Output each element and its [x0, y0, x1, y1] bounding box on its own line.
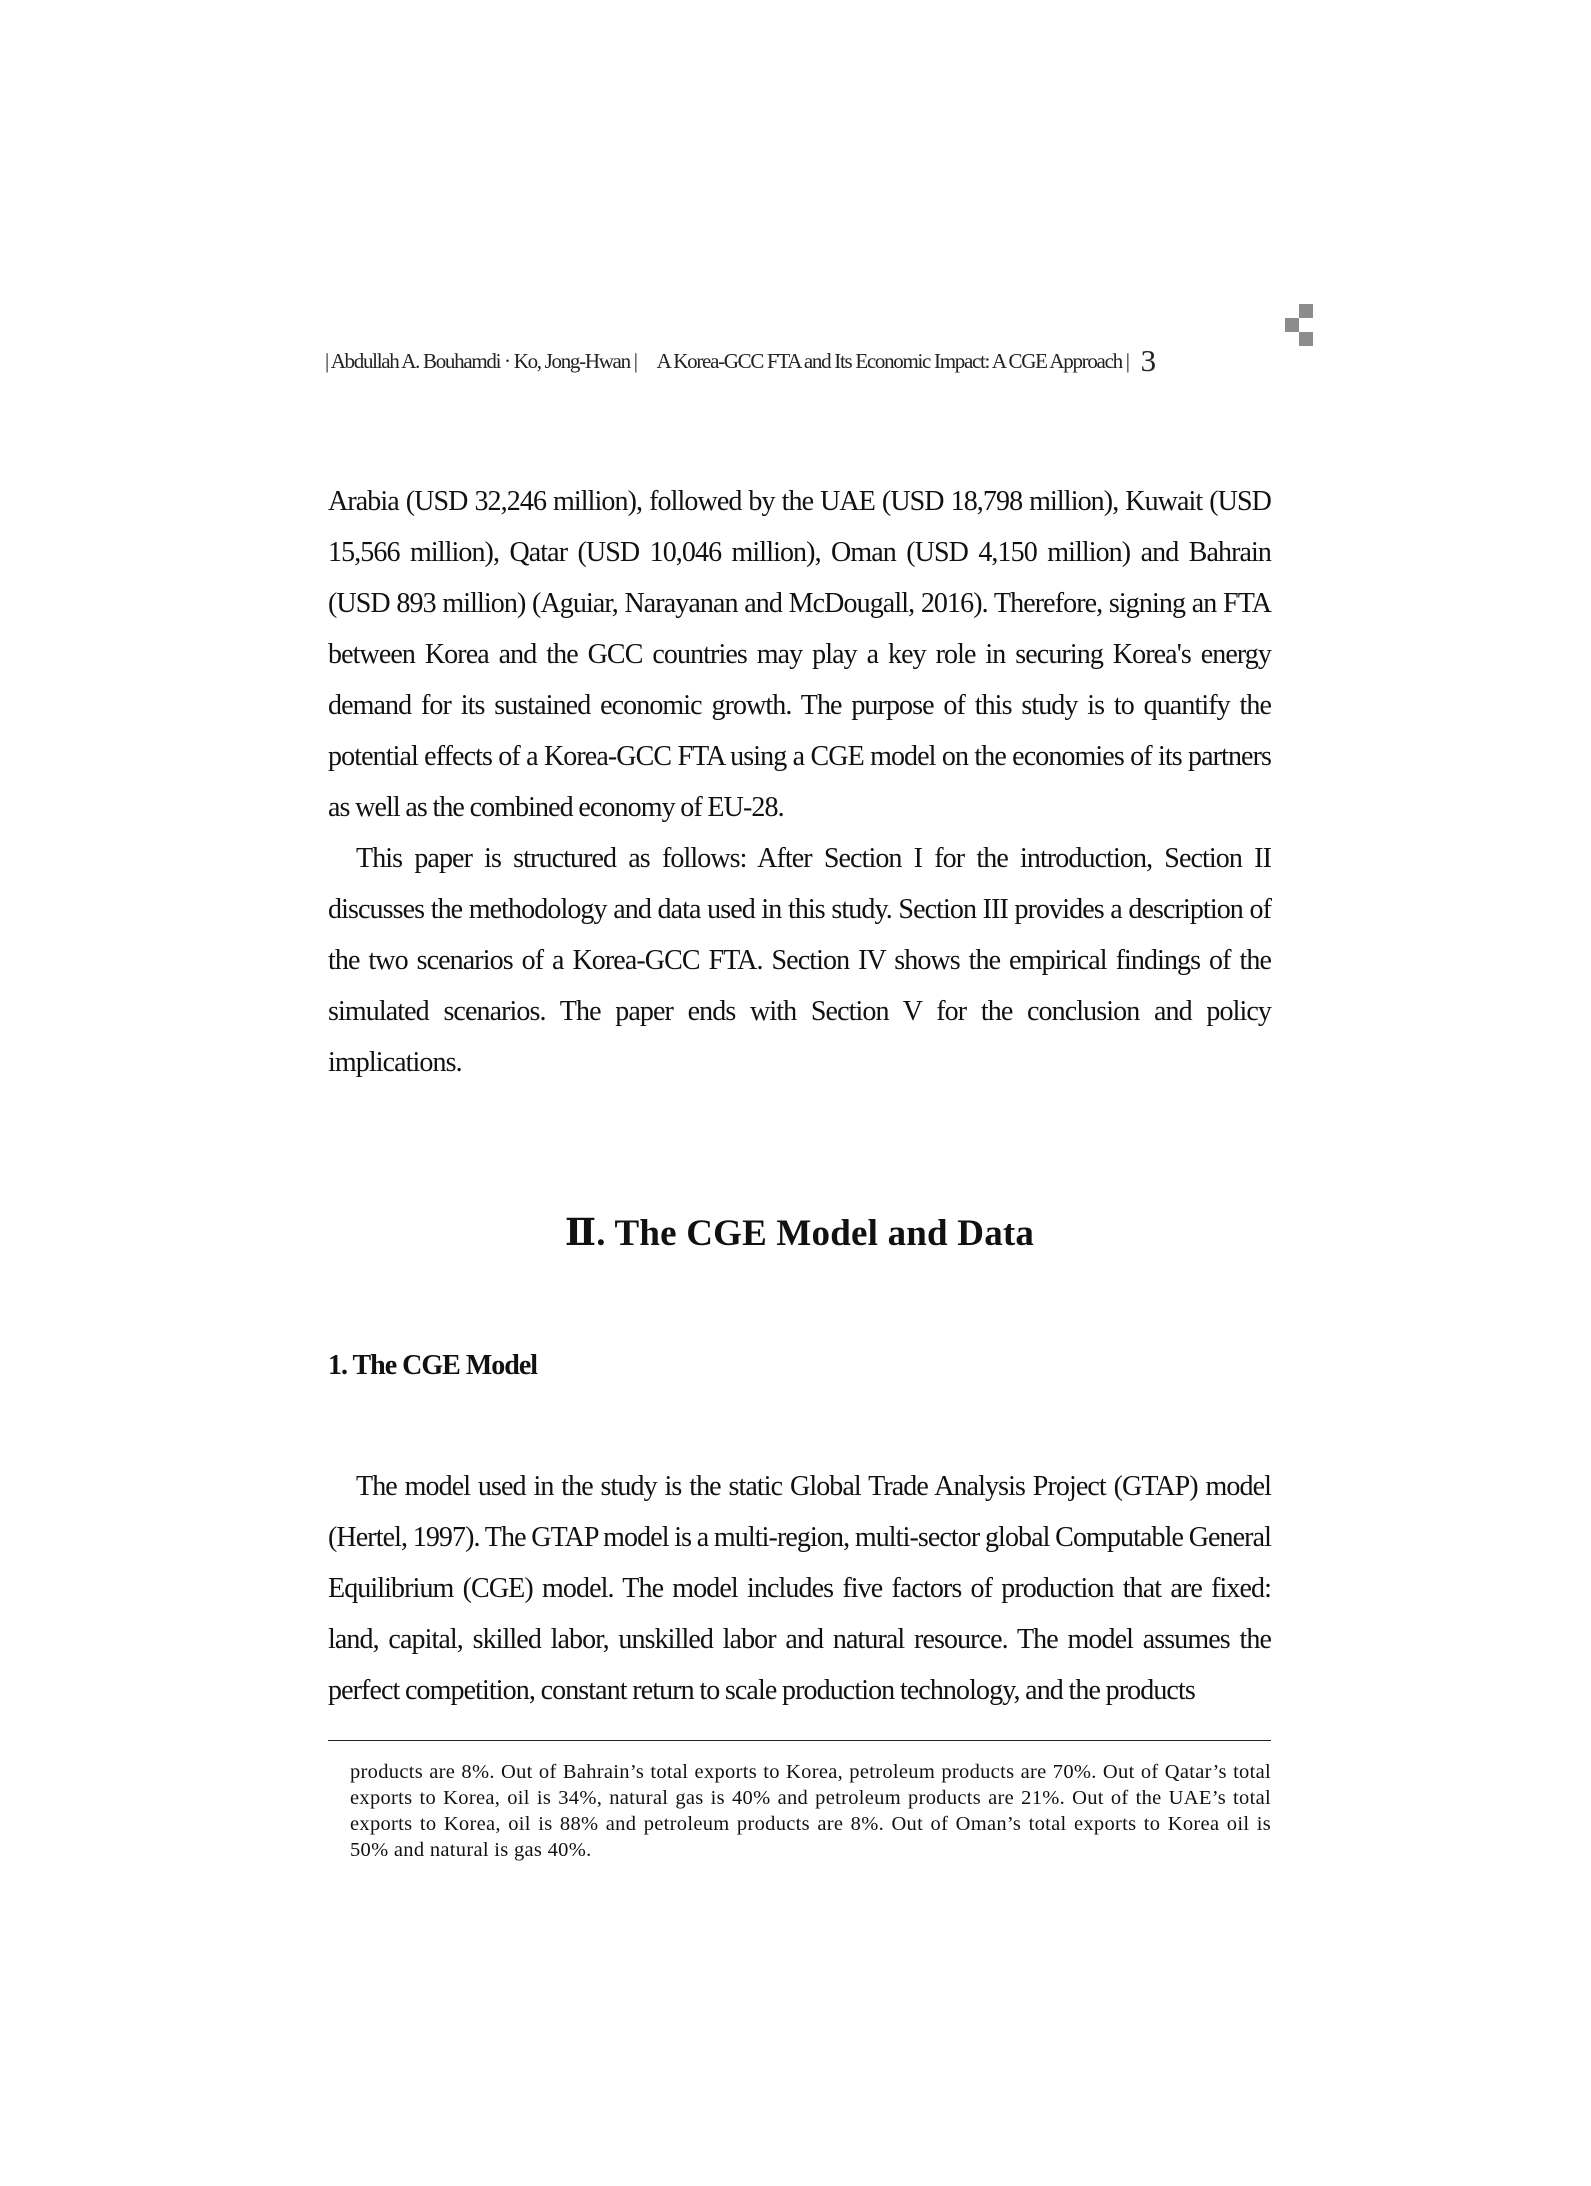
intro-paragraph-1: Arabia (USD 32,246 million), followed by the UAE (USD 18,798 million), Kuwait (USD 15,566 million), Qatar (USD 10,046 million), Oman (USD 4,150 million) and Bahrain (USD 893 million) (Aguiar, Narayanan and McDougall, 2016). Therefore, signing an FTA between Korea and the GCC countries may play a key role in securing Korea's energy demand for its sustained economic growth. The purpose of this study is to quantify the potential effects of a Korea-GCC FTA using a CGE model on the economies of its partners as well as the combined economy of EU-28.	[328, 486, 1271, 823]
subsection-heading: 1. The CGE Model	[328, 1350, 538, 1381]
header-authors: | Abdullah A. Bouhamdi · Ko, Jong-Hwan |	[325, 349, 637, 373]
footnote-text: products are 8%. Out of Bahrain’s total exports to Korea, petroleum products are 70%. Out of Qatar’s total exports to Korea, oil is 34%, natural gas is 40% and petroleum products are 21%. Out of the UAE’s total exports to Korea, oil is 88% and petroleum products are 8%. Out of Oman’s total exports to Korea oil is 50% and natural is gas 40%.	[350, 1761, 1271, 1861]
intro-paragraph-2: This paper is structured as follows: After Section I for the introduction, Section II discusses the methodology and data used in this study. Section III provides a description of the two scenarios of a Korea-GCC FTA. Section IV shows the empirical findings of the simulated scenarios. The paper ends with Section V for the conclusion and policy implications.	[328, 843, 1271, 1078]
corner-decoration	[1285, 304, 1327, 346]
page-number: 3	[1140, 343, 1157, 378]
running-header	[325, 340, 1275, 380]
header-separator: |	[1125, 349, 1129, 373]
section-heading: Ⅱ. The CGE Model and Data	[564, 1213, 1035, 1254]
model-paragraph: The model used in the study is the static Global Trade Analysis Project (GTAP) model (Hertel, 1997). The GTAP model is a multi-region, multi-sector global Computable General Equilibrium (CGE) model. The model includes five factors of production that are fixed: land, capital, skilled labor, unskilled labor and natural resource. The model assumes the perfect competition, constant return to scale production technology, and the products	[328, 1471, 1271, 1706]
header-title: A Korea-GCC FTA and Its Economic Impact: A CGE Approach	[656, 349, 1122, 373]
footnote-divider	[328, 1740, 1271, 1741]
